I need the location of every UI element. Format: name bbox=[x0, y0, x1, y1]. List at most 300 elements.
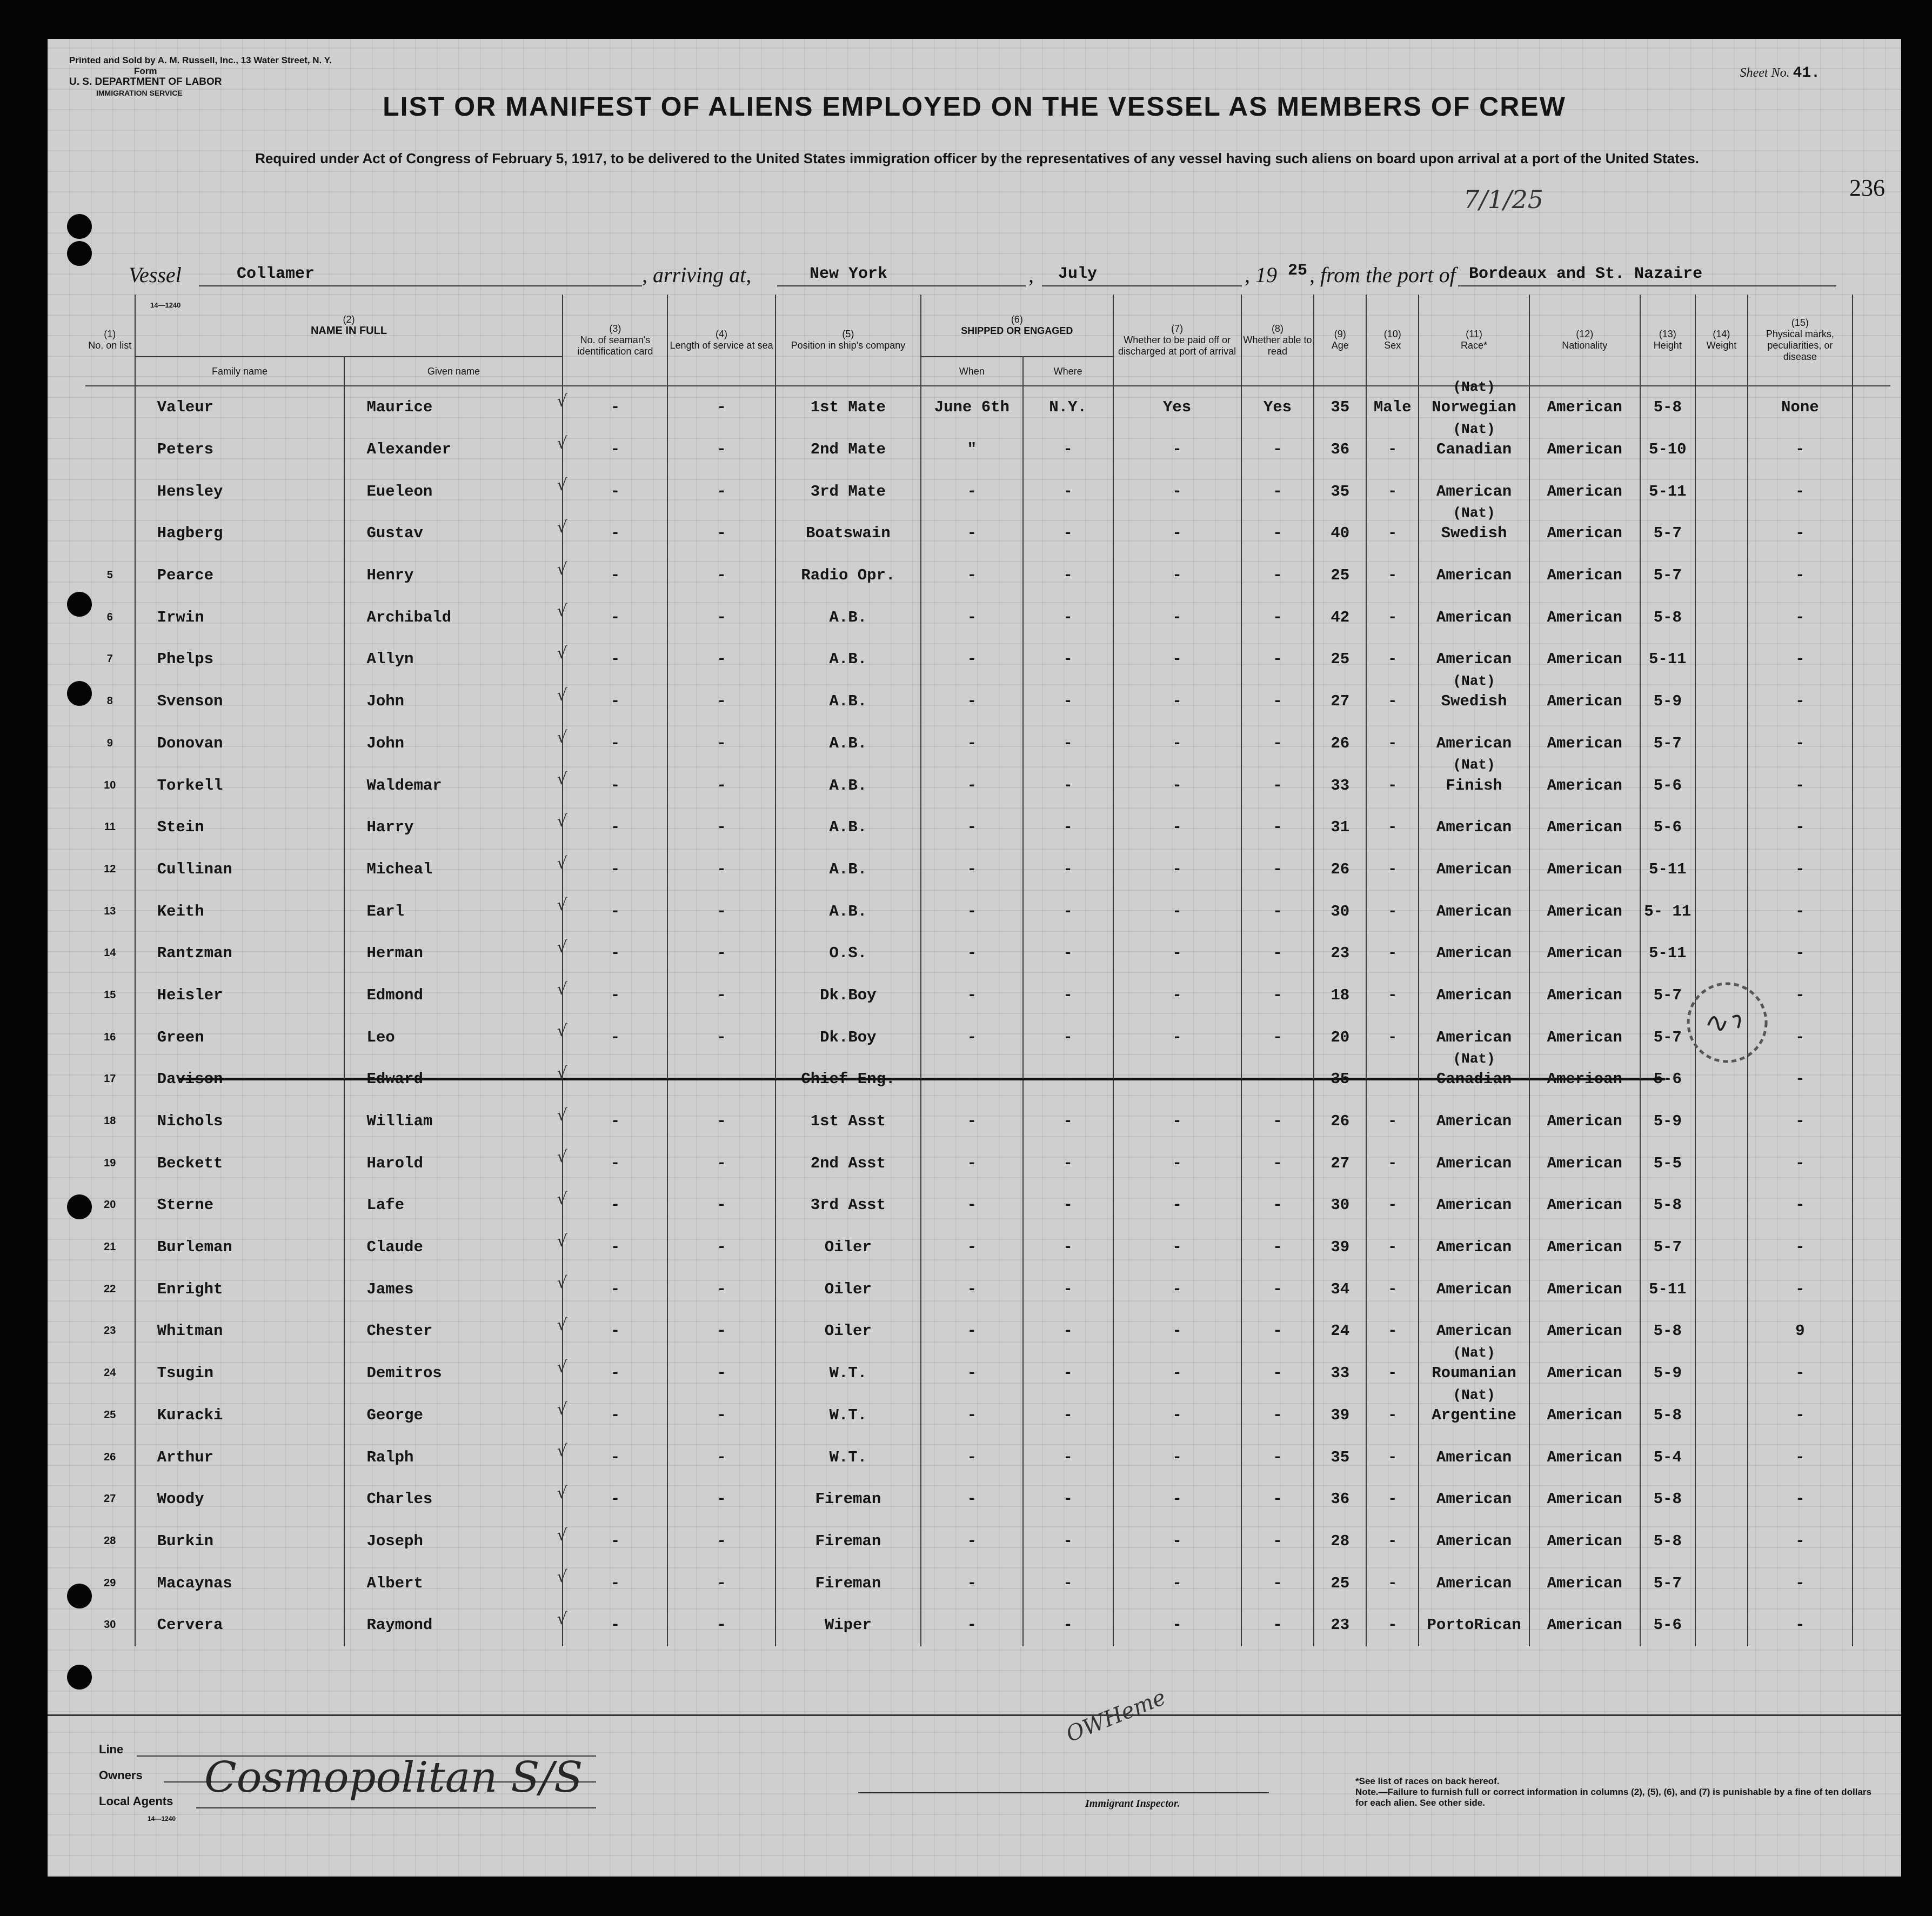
check-mark-icon: √ bbox=[557, 1357, 567, 1377]
age: 26 bbox=[1314, 1100, 1366, 1143]
check-mark-icon: √ bbox=[557, 1022, 567, 1041]
family-name: Macaynas bbox=[135, 1562, 345, 1604]
nationality: American bbox=[1529, 1184, 1640, 1226]
id-card-no: - √ bbox=[563, 1310, 667, 1352]
crew-row bbox=[85, 806, 1890, 849]
id-card-no: - √ bbox=[563, 890, 667, 932]
crew-row bbox=[85, 1100, 1890, 1143]
paid-off: - bbox=[1113, 1184, 1241, 1226]
height: 5-11 bbox=[1640, 470, 1695, 512]
blank-cell bbox=[1853, 1310, 1890, 1352]
height: 5-11 bbox=[1640, 849, 1695, 891]
page-subtitle: Required under Act of Congress of February 5, 1917, to be delivered to the United States immigration officer by the representatives of any vessel having such aliens on board upon arrival at a port of the United States. bbox=[255, 150, 1699, 166]
row-number: 27 bbox=[104, 1493, 116, 1505]
crew-table bbox=[85, 295, 1890, 1646]
id-card-no: - √ bbox=[563, 680, 667, 723]
age: 35 bbox=[1314, 386, 1366, 429]
punch-hole bbox=[67, 1584, 92, 1608]
able-to-read: - bbox=[1241, 1100, 1314, 1143]
able-to-read: - bbox=[1241, 1016, 1314, 1058]
physical-marks: - bbox=[1748, 596, 1853, 638]
race: American bbox=[1419, 1184, 1529, 1226]
given-name: Leo bbox=[344, 1016, 563, 1058]
shipped-when: - bbox=[921, 849, 1023, 891]
shipped-where: - bbox=[1023, 512, 1113, 555]
height: 5-10 bbox=[1640, 429, 1695, 471]
printer-line: Printed and Sold by A. M. Russell, Inc., 13 Water Street, N. Y. bbox=[69, 55, 332, 65]
race: American bbox=[1419, 890, 1529, 932]
position: A.B. bbox=[776, 638, 921, 680]
race: American bbox=[1419, 1478, 1529, 1520]
age: 30 bbox=[1314, 1184, 1366, 1226]
paid-off: - bbox=[1113, 555, 1241, 597]
shipped-where: - bbox=[1023, 723, 1113, 765]
check-mark-icon: √ bbox=[557, 476, 567, 495]
crew-row bbox=[85, 1058, 1890, 1100]
position: Fireman bbox=[776, 1520, 921, 1563]
blank-cell bbox=[1853, 1058, 1890, 1100]
blank-cell bbox=[1853, 470, 1890, 512]
id-card-no: - √ bbox=[563, 596, 667, 638]
check-mark-icon: √ bbox=[557, 1399, 567, 1419]
nationality: American bbox=[1529, 723, 1640, 765]
age: 35 bbox=[1314, 470, 1366, 512]
shipped-when: - bbox=[921, 932, 1023, 974]
sex: - bbox=[1366, 1226, 1419, 1269]
crew-row bbox=[85, 1184, 1890, 1226]
check-mark-icon: √ bbox=[557, 811, 567, 831]
paid-off: - bbox=[1113, 680, 1241, 723]
physical-marks: - bbox=[1748, 680, 1853, 723]
shipped-when: - bbox=[921, 1394, 1023, 1437]
physical-marks: - bbox=[1748, 1142, 1853, 1184]
given-name: Demitros bbox=[344, 1352, 563, 1394]
age: 39 bbox=[1314, 1226, 1366, 1269]
blank-cell bbox=[1853, 764, 1890, 806]
position: 2nd Asst bbox=[776, 1142, 921, 1184]
nationality: American bbox=[1529, 1016, 1640, 1058]
weight bbox=[1695, 680, 1748, 723]
weight bbox=[1695, 1520, 1748, 1563]
row-number: 26 bbox=[104, 1451, 116, 1463]
physical-marks: - bbox=[1748, 470, 1853, 512]
age: 33 bbox=[1314, 764, 1366, 806]
shipped-when: - bbox=[921, 723, 1023, 765]
shipped-where: - bbox=[1023, 1058, 1113, 1100]
paid-off: - bbox=[1113, 764, 1241, 806]
row-number: 10 bbox=[104, 779, 116, 791]
row-number: 8 bbox=[106, 695, 113, 707]
check-mark-icon: √ bbox=[557, 1105, 567, 1125]
given-name: Claude bbox=[344, 1226, 563, 1269]
able-to-read: - bbox=[1241, 512, 1314, 555]
age: 31 bbox=[1314, 806, 1366, 849]
shipped-when: - bbox=[921, 890, 1023, 932]
height: 5-11 bbox=[1640, 1268, 1695, 1310]
row-number: 25 bbox=[104, 1408, 116, 1421]
able-to-read: - bbox=[1241, 1268, 1314, 1310]
service-length: - bbox=[667, 638, 775, 680]
family-name: Hensley bbox=[135, 470, 345, 512]
shipped-when: June 6th bbox=[921, 386, 1023, 429]
shipped-where: - bbox=[1023, 932, 1113, 974]
age: 26 bbox=[1314, 849, 1366, 891]
sex: - bbox=[1366, 1562, 1419, 1604]
family-name: Keith bbox=[135, 890, 345, 932]
service-length: - bbox=[667, 470, 775, 512]
service-length: - bbox=[667, 1562, 775, 1604]
nationality: American bbox=[1529, 429, 1640, 471]
given-name: Maurice bbox=[344, 386, 563, 429]
shipped-when: - bbox=[921, 1100, 1023, 1143]
weight bbox=[1695, 764, 1748, 806]
department-name: U. S. DEPARTMENT OF LABOR bbox=[69, 76, 222, 88]
punch-hole bbox=[67, 681, 92, 706]
weight bbox=[1695, 1352, 1748, 1394]
crew-row bbox=[85, 1310, 1890, 1352]
service-length: - bbox=[667, 429, 775, 471]
paid-off: - bbox=[1113, 429, 1241, 471]
shipped-when: - bbox=[921, 974, 1023, 1017]
check-mark-icon: √ bbox=[557, 1147, 567, 1167]
id-card-no: - √ bbox=[563, 806, 667, 849]
col-paid-header: (7) Whether to be paid off or discharged at port of arrival bbox=[1113, 295, 1241, 386]
blank-cell bbox=[1853, 512, 1890, 555]
punch-hole bbox=[67, 1194, 92, 1219]
naturalized-note: (Nat) bbox=[1453, 505, 1495, 522]
weight bbox=[1695, 1394, 1748, 1437]
able-to-read: - bbox=[1241, 764, 1314, 806]
able-to-read: - bbox=[1241, 890, 1314, 932]
nationality: American bbox=[1529, 1226, 1640, 1269]
col-name-header: (2) NAME IN FULL bbox=[135, 295, 563, 357]
paid-off: - bbox=[1113, 1310, 1241, 1352]
family-name: Burleman bbox=[135, 1226, 345, 1269]
paid-off: - bbox=[1113, 723, 1241, 765]
family-name: Sterne bbox=[135, 1184, 345, 1226]
service-length: - bbox=[667, 764, 775, 806]
shipped-when: - bbox=[921, 1520, 1023, 1563]
nationality: American bbox=[1529, 1310, 1640, 1352]
physical-marks: - bbox=[1748, 974, 1853, 1017]
paid-off: - bbox=[1113, 1436, 1241, 1478]
shipped-when: - bbox=[921, 764, 1023, 806]
col-sex-header: (10) Sex bbox=[1366, 295, 1419, 386]
row-number: 29 bbox=[104, 1577, 116, 1589]
weight bbox=[1695, 470, 1748, 512]
service-length: - bbox=[667, 555, 775, 597]
able-to-read: - bbox=[1241, 806, 1314, 849]
shipped-where: - bbox=[1023, 1520, 1113, 1563]
check-mark-icon: √ bbox=[557, 1064, 567, 1083]
given-name: Charles bbox=[344, 1478, 563, 1520]
nationality: American bbox=[1529, 764, 1640, 806]
given-name: Archibald bbox=[344, 596, 563, 638]
position: Radio Opr. bbox=[776, 555, 921, 597]
blank-cell bbox=[1853, 1562, 1890, 1604]
sex: - bbox=[1366, 1520, 1419, 1563]
shipped-when: - bbox=[921, 596, 1023, 638]
service-length: - bbox=[667, 1184, 775, 1226]
given-name: Edward bbox=[344, 1058, 563, 1100]
family-name: Burkin bbox=[135, 1520, 345, 1563]
sex: - bbox=[1366, 764, 1419, 806]
crew-row bbox=[85, 429, 1890, 471]
crew-row bbox=[85, 1226, 1890, 1269]
id-card-no: - √ bbox=[563, 1436, 667, 1478]
family-name: Cullinan bbox=[135, 849, 345, 891]
sex: - bbox=[1366, 723, 1419, 765]
physical-marks: - bbox=[1748, 1352, 1853, 1394]
physical-marks: - bbox=[1748, 1184, 1853, 1226]
age: 25 bbox=[1314, 1562, 1366, 1604]
able-to-read: - bbox=[1241, 932, 1314, 974]
given-name: Ralph bbox=[344, 1436, 563, 1478]
family-name: Beckett bbox=[135, 1142, 345, 1184]
race: American bbox=[1419, 1226, 1529, 1269]
able-to-read: - bbox=[1241, 1310, 1314, 1352]
paid-off: - bbox=[1113, 974, 1241, 1017]
row-number: 23 bbox=[104, 1325, 116, 1337]
position: Oiler bbox=[776, 1310, 921, 1352]
family-name: Donovan bbox=[135, 723, 345, 765]
col-no-header: (1) No. on list bbox=[85, 295, 135, 386]
able-to-read: - bbox=[1241, 1604, 1314, 1646]
crew-row bbox=[85, 1562, 1890, 1604]
age: 25 bbox=[1314, 638, 1366, 680]
crew-row bbox=[85, 680, 1890, 723]
id-card-no: - √ bbox=[563, 512, 667, 555]
physical-marks: - bbox=[1748, 1604, 1853, 1646]
weight bbox=[1695, 1226, 1748, 1269]
given-name: Waldemar bbox=[344, 764, 563, 806]
race: American bbox=[1419, 596, 1529, 638]
age: 36 bbox=[1314, 1478, 1366, 1520]
nationality: American bbox=[1529, 849, 1640, 891]
service-length: - bbox=[667, 806, 775, 849]
age: 35 bbox=[1314, 1436, 1366, 1478]
service-length: - bbox=[667, 512, 775, 555]
crew-row bbox=[85, 849, 1890, 891]
family-name: Green bbox=[135, 1016, 345, 1058]
arriving-label: , arriving at, bbox=[642, 263, 752, 287]
year-prefix: , 19 bbox=[1245, 263, 1277, 287]
nationality: American bbox=[1529, 680, 1640, 723]
given-name: William bbox=[344, 1100, 563, 1143]
sex: - bbox=[1366, 1184, 1419, 1226]
able-to-read: - bbox=[1241, 1352, 1314, 1394]
service-length: - bbox=[667, 1394, 775, 1437]
check-mark-icon: √ bbox=[557, 602, 567, 621]
position: Chief Eng. bbox=[776, 1058, 921, 1100]
paid-off: - bbox=[1113, 849, 1241, 891]
paid-off: - bbox=[1113, 1016, 1241, 1058]
id-card-no: - √ bbox=[563, 1058, 667, 1100]
race: Canadian (Nat) bbox=[1419, 429, 1529, 471]
service-length: - bbox=[667, 974, 775, 1017]
nationality: American bbox=[1529, 932, 1640, 974]
given-name: John bbox=[344, 680, 563, 723]
height: 5-11 bbox=[1640, 932, 1695, 974]
row-number: 15 bbox=[104, 989, 116, 1001]
shipped-when: - bbox=[921, 1142, 1023, 1184]
nationality: American bbox=[1529, 1394, 1640, 1437]
blank-cell bbox=[1853, 596, 1890, 638]
given-name: Alexander bbox=[344, 429, 563, 471]
col-family-header: Family name bbox=[135, 357, 345, 386]
agents-label: Local Agents bbox=[99, 1794, 173, 1808]
family-name: Pearce bbox=[135, 555, 345, 597]
sex: - bbox=[1366, 1016, 1419, 1058]
position: A.B. bbox=[776, 680, 921, 723]
given-name: Gustav bbox=[344, 512, 563, 555]
shipped-when: - bbox=[921, 1058, 1023, 1100]
height: 5-9 bbox=[1640, 1100, 1695, 1143]
id-card-no: - √ bbox=[563, 1142, 667, 1184]
sheet-number bbox=[1740, 65, 1820, 82]
sex: - bbox=[1366, 1268, 1419, 1310]
height: 5-8 bbox=[1640, 386, 1695, 429]
height: 5-8 bbox=[1640, 596, 1695, 638]
given-name: Chester bbox=[344, 1310, 563, 1352]
able-to-read: - bbox=[1241, 1142, 1314, 1184]
nationality: American bbox=[1529, 555, 1640, 597]
crew-row bbox=[85, 555, 1890, 597]
blank-cell bbox=[1853, 1352, 1890, 1394]
col-marks-header: (15) Physical marks, peculiarities, or disease bbox=[1748, 295, 1853, 386]
nationality: American bbox=[1529, 974, 1640, 1017]
crew-row bbox=[85, 1268, 1890, 1310]
punch-hole bbox=[67, 1665, 92, 1690]
check-mark-icon: √ bbox=[557, 559, 567, 579]
given-name: Eueleon bbox=[344, 470, 563, 512]
shipped-where: - bbox=[1023, 974, 1113, 1017]
family-name: Kuracki bbox=[135, 1394, 345, 1437]
check-mark-icon: √ bbox=[557, 644, 567, 663]
nationality: American bbox=[1529, 1436, 1640, 1478]
height: 5-6 bbox=[1640, 806, 1695, 849]
blank-cell bbox=[1853, 890, 1890, 932]
service-length: - bbox=[667, 1520, 775, 1563]
given-name: George bbox=[344, 1394, 563, 1437]
paid-off: - bbox=[1113, 1058, 1241, 1100]
height: 5-11 bbox=[1640, 638, 1695, 680]
race: Swedish (Nat) bbox=[1419, 512, 1529, 555]
punch-hole bbox=[67, 241, 92, 266]
family-name: Stein bbox=[135, 806, 345, 849]
shipped-where: - bbox=[1023, 680, 1113, 723]
form-code-top: 14—1240 bbox=[150, 301, 181, 309]
shipped-where: - bbox=[1023, 1268, 1113, 1310]
arrival-month: July bbox=[1058, 265, 1098, 283]
check-mark-icon: √ bbox=[557, 1316, 567, 1335]
check-mark-icon: √ bbox=[557, 1525, 567, 1545]
check-mark-icon: √ bbox=[557, 1273, 567, 1293]
able-to-read: - bbox=[1241, 849, 1314, 891]
able-to-read: - bbox=[1241, 723, 1314, 765]
form-code-bottom: 14—1240 bbox=[148, 1815, 176, 1822]
able-to-read: - bbox=[1241, 596, 1314, 638]
able-to-read: - bbox=[1241, 1478, 1314, 1520]
blank-cell bbox=[1853, 1142, 1890, 1184]
blank-cell bbox=[1853, 974, 1890, 1017]
service-length: - bbox=[667, 596, 775, 638]
weight bbox=[1695, 429, 1748, 471]
race: American bbox=[1419, 932, 1529, 974]
blank-cell bbox=[1853, 806, 1890, 849]
able-to-read: - bbox=[1241, 470, 1314, 512]
inspection-stamp bbox=[1679, 974, 1776, 1071]
race: American bbox=[1419, 470, 1529, 512]
able-to-read: - bbox=[1241, 974, 1314, 1017]
shipped-when: - bbox=[921, 512, 1023, 555]
age: 23 bbox=[1314, 932, 1366, 974]
row-number: 30 bbox=[104, 1619, 116, 1631]
able-to-read: - bbox=[1241, 638, 1314, 680]
physical-marks: - bbox=[1748, 1100, 1853, 1143]
race: Roumanian (Nat) bbox=[1419, 1352, 1529, 1394]
height: 5-7 bbox=[1640, 1226, 1695, 1269]
paid-off: - bbox=[1113, 470, 1241, 512]
age: 36 bbox=[1314, 429, 1366, 471]
check-mark-icon: √ bbox=[557, 1441, 567, 1461]
weight bbox=[1695, 1142, 1748, 1184]
naturalized-note: (Nat) bbox=[1453, 1051, 1495, 1067]
col-read-header: (8) Whether able to read bbox=[1241, 295, 1314, 386]
col-card-header: (3) No. of seaman's identification card bbox=[563, 295, 667, 386]
physical-marks: - bbox=[1748, 1268, 1853, 1310]
race: American bbox=[1419, 1520, 1529, 1563]
col-race-header: (11) Race* bbox=[1419, 295, 1529, 386]
row-number bbox=[85, 386, 135, 429]
age: 26 bbox=[1314, 723, 1366, 765]
sex: - bbox=[1366, 1604, 1419, 1646]
nationality: American bbox=[1529, 638, 1640, 680]
given-name: Joseph bbox=[344, 1520, 563, 1563]
height: 5-9 bbox=[1640, 1352, 1695, 1394]
row-number: 14 bbox=[104, 947, 116, 959]
naturalized-note: (Nat) bbox=[1453, 379, 1495, 395]
crew-row bbox=[85, 1352, 1890, 1394]
sex: Male bbox=[1366, 386, 1419, 429]
blank-cell bbox=[1853, 1394, 1890, 1437]
service-length: - bbox=[667, 1226, 775, 1269]
id-card-no: - √ bbox=[563, 1562, 667, 1604]
race: Norwegian (Nat) bbox=[1419, 386, 1529, 429]
blank-cell bbox=[1853, 638, 1890, 680]
crew-row bbox=[85, 596, 1890, 638]
agents-signature: Cosmopolitan S/S bbox=[204, 1753, 583, 1802]
nationality: American bbox=[1529, 1100, 1640, 1143]
id-card-no: - √ bbox=[563, 470, 667, 512]
position: A.B. bbox=[776, 890, 921, 932]
id-card-no: - √ bbox=[563, 1520, 667, 1563]
paid-off: - bbox=[1113, 932, 1241, 974]
physical-marks: 9 bbox=[1748, 1310, 1853, 1352]
weight bbox=[1695, 890, 1748, 932]
family-name: Torkell bbox=[135, 764, 345, 806]
weight bbox=[1695, 512, 1748, 555]
given-name: Lafe bbox=[344, 1184, 563, 1226]
blank-cell bbox=[1853, 386, 1890, 429]
nationality: American bbox=[1529, 1520, 1640, 1563]
race: American bbox=[1419, 1142, 1529, 1184]
naturalized-note: (Nat) bbox=[1453, 757, 1495, 773]
shipped-where: - bbox=[1023, 1604, 1113, 1646]
blank-cell bbox=[1853, 723, 1890, 765]
crew-row bbox=[85, 723, 1890, 765]
height: 5-6 bbox=[1640, 764, 1695, 806]
